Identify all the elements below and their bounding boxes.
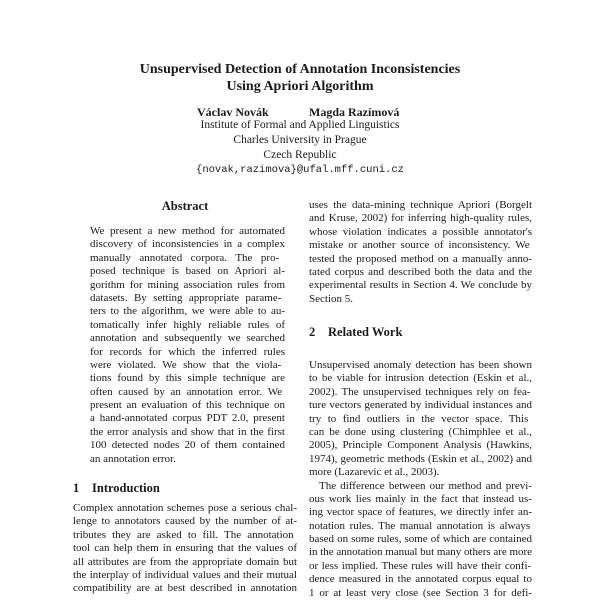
abstract-heading: Abstract — [161, 199, 209, 213]
section-heading-introduction — [73, 481, 160, 495]
text-line-content: dence measured in the annotated corpus equal to — [309, 573, 532, 586]
text-line — [73, 529, 297, 542]
text-line — [73, 502, 297, 515]
introduction-body — [73, 502, 297, 596]
text-line-content: often caused by an annotation error. We — [90, 385, 283, 398]
text-line — [90, 279, 285, 292]
text-line-content: ous work lies mainly in the fact that instead us- — [309, 492, 532, 505]
text-line-content: uses the data-mining technique Apriori (Borgelt — [309, 199, 532, 211]
text-line — [309, 253, 532, 266]
text-line — [90, 359, 285, 372]
text-line — [309, 199, 532, 212]
text-line — [309, 239, 532, 252]
text-line-content: mistake or another source of inconsistency. We — [309, 239, 530, 252]
text-line — [90, 305, 285, 318]
text-line — [73, 556, 297, 569]
abstract-body — [90, 225, 285, 466]
text-line — [90, 238, 285, 251]
text-line-content: tested the proposed method on a manually anno- — [309, 252, 532, 265]
text-line-content: tool can help them in ensuring that the values of — [73, 542, 297, 555]
text-line-content: 1 or at least very close (see Section 3 for defi- — [309, 586, 532, 599]
text-line — [73, 515, 297, 528]
text-line-content: to be viable for intrusion detection (Eskin et al., — [309, 372, 532, 385]
text-line-content: discovery of inconsistencies in a complex — [90, 238, 285, 251]
affiliation — [0, 118, 600, 178]
text-line-content: all attributes are from the appropriate domain but — [73, 555, 297, 568]
text-line-content: or less implied. These rules will have their confi- — [309, 559, 532, 572]
text-line-content: posed technique is based on Apriori al- — [90, 265, 285, 278]
text-line-content: tributes they are asked to fill. The annotation — [73, 528, 294, 541]
text-line-content: ture vectors generated by individual instances and — [309, 399, 532, 412]
text-line-content: for records for which the inferred rules — [90, 345, 285, 358]
text-line-content: annotation and subsequently we searched — [90, 332, 285, 345]
text-line-content: a hand-annotated corpus PDT 2.0, present — [90, 412, 285, 425]
text-line — [309, 266, 532, 279]
text-line-content: and Kruse, 2002) for inferring high-quality rules, — [309, 212, 532, 225]
text-line-content: the interplay of individual values and their mutual — [73, 568, 297, 581]
related-work-body — [309, 359, 532, 600]
text-line — [90, 319, 285, 332]
text-line-content: The difference between our method and previ- — [319, 479, 532, 492]
text-line-content: try to find outliers in the vector space. This — [309, 412, 529, 425]
text-line-content: gorithm for mining association rules from — [90, 278, 285, 291]
text-line — [309, 372, 532, 385]
author-name: Magda Razímová — [309, 105, 400, 119]
text-line — [90, 453, 285, 466]
text-line-content: Complex annotation schemes pose a serious chal- — [73, 502, 297, 514]
text-line-content: tions found by this simple technique are — [90, 372, 285, 385]
text-line-content: lenge to annotators caused by the number of at- — [73, 515, 297, 528]
text-line — [309, 413, 532, 426]
section-title: Introduction — [92, 481, 160, 495]
text-line-content: can be done using clustering (Chimphlee et al., — [309, 425, 532, 438]
section-number: 2 — [309, 325, 316, 339]
text-line — [309, 279, 532, 292]
introduction-continued — [309, 199, 532, 306]
text-line-content: ters to the algorithm, we were able to au- — [90, 305, 285, 318]
text-line-content: 100 detected nodes 20 of them contained — [90, 439, 285, 452]
text-line-content: Unsupervised anomaly detection has been shown — [309, 359, 532, 371]
text-line — [90, 265, 285, 278]
text-line — [309, 506, 532, 519]
text-line-content: datasets. By setting appropriate parame- — [90, 291, 282, 304]
text-line — [90, 372, 285, 385]
text-line — [309, 226, 532, 239]
text-line — [309, 293, 532, 306]
text-line — [309, 426, 532, 439]
text-line-content: ing vector space of features, we directly infer an- — [309, 506, 532, 519]
text-line-content: tomatically infer highly reliable rules of — [90, 318, 285, 331]
text-line — [309, 587, 532, 600]
text-line-content: manually annotated corpora. The pro- — [90, 251, 280, 264]
title-line: Unsupervised Detection of Annotation Inconsistencies — [139, 62, 461, 77]
text-line — [309, 546, 532, 559]
text-line-content: tated corpus and described both the data and the — [309, 265, 532, 278]
text-line — [309, 439, 532, 452]
author-name: Václav Novák — [197, 105, 269, 119]
text-line — [90, 412, 285, 425]
author-email: {novak,razimova}@ufal.mff.cuni.cz — [196, 164, 404, 176]
text-line-content: more (Lazarevic et al., 2003). — [309, 466, 440, 479]
text-line — [73, 582, 297, 595]
text-line — [90, 426, 285, 439]
text-line — [90, 292, 285, 305]
text-line — [309, 480, 532, 493]
text-line — [309, 212, 532, 225]
text-line — [309, 520, 532, 533]
affiliation-line: Institute of Formal and Applied Linguistics — [200, 119, 400, 131]
text-line — [309, 493, 532, 506]
paper-title — [0, 61, 600, 95]
text-line — [309, 533, 532, 546]
text-line — [90, 332, 285, 345]
title-line: Using Apriori Algorithm — [226, 79, 374, 94]
text-line-content: We present a new method for automated — [90, 225, 285, 237]
section-heading-related-work — [309, 325, 402, 339]
text-line-content: notation rules. The manual annotation is always — [309, 519, 531, 532]
text-line — [90, 346, 285, 359]
text-line — [309, 573, 532, 586]
text-line — [309, 560, 532, 573]
text-line-content: Section 5. — [309, 292, 353, 305]
text-line — [309, 453, 532, 466]
text-line-content: 2002). The unsupervised techniques rely on fea- — [309, 385, 531, 398]
text-line-content: present an evaluation of this technique on — [90, 399, 285, 412]
text-line-content: an annotation error. — [90, 452, 176, 465]
text-line — [73, 542, 297, 555]
text-line — [309, 466, 532, 479]
text-line-content: in the annotation manual but many others are more — [309, 546, 532, 559]
affiliation-line: Charles University in Prague — [233, 134, 367, 146]
text-line-content: based on some rules, some of which are contained — [309, 533, 532, 546]
text-line-content: experimental results in Section 4. We conclude by — [309, 279, 532, 292]
text-line — [309, 386, 532, 399]
section-title: Related Work — [328, 325, 403, 339]
text-line — [90, 252, 285, 265]
text-line — [90, 399, 285, 412]
text-line-content: compatibility are at best described in annotation — [73, 582, 297, 595]
text-line — [90, 225, 285, 238]
text-line-content: 1974), geometric methods (Eskin et al., 2002) and — [309, 452, 532, 465]
text-line-content: whose violation indicates a possible annotator's — [309, 225, 532, 238]
text-line — [90, 439, 285, 452]
text-line-content: were violated. We show that the viola- — [90, 358, 282, 371]
section-number: 1 — [73, 481, 80, 495]
text-line — [73, 569, 297, 582]
text-line-content: the error analysis and show that in the first — [90, 425, 285, 438]
text-line — [309, 399, 532, 412]
text-line-content: 2005), Principle Component Analysis (Hawkins, — [309, 439, 532, 452]
text-line — [309, 359, 532, 372]
affiliation-line: Czech Republic — [263, 149, 337, 161]
text-line — [90, 386, 285, 399]
